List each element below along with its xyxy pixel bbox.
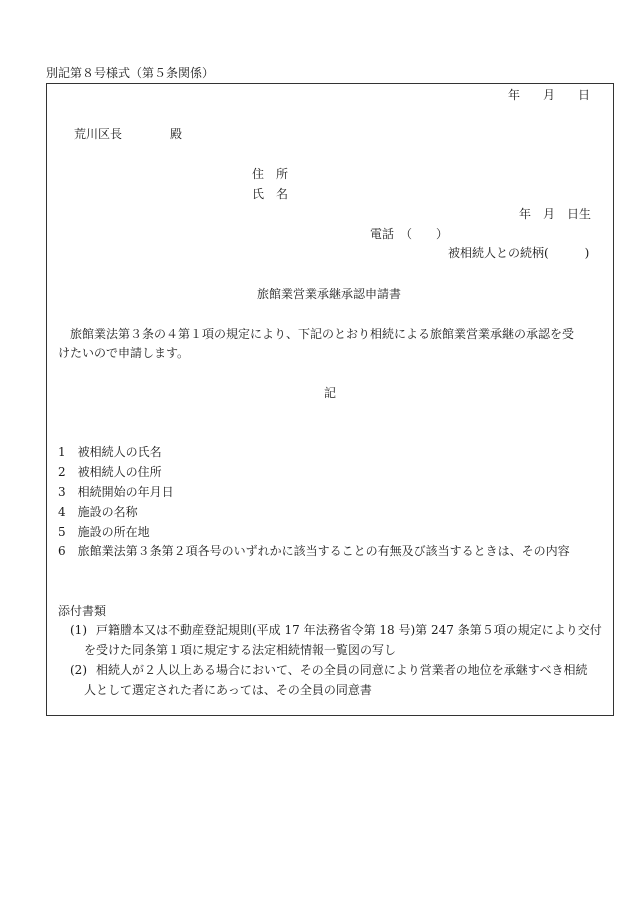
relation-label: 被相続人との続柄( ) [448,246,590,260]
attachments-heading: 添付書類 [58,604,107,618]
item-number: 3 [58,485,66,499]
item-text: 施設の所在地 [77,525,150,539]
date-day: 日 [578,88,591,102]
item-3 [58,484,174,500]
item-1 [58,444,162,460]
attachment-1-line-1: 戸籍謄本又は不動産登記規則(平成 17 年法務省令第 18 号)第 247 条第５項の規定により交付 [96,623,602,637]
item-number: 4 [58,505,66,519]
addressee-name: 荒川区長 [74,127,123,141]
item-text: 被相続人の住所 [77,465,162,479]
body-line-1: 旅館業法第３条の４第１項の規定により、下記のとおり相続による旅館業営業承継の承認を受 [70,327,575,341]
attachment-2-line-2: 人として選定された者にあっては、その全員の同意書 [84,683,372,697]
phone-label: 電話 （ ） [370,227,449,241]
birth-year: 年 [519,207,532,221]
item-number: 1 [58,445,66,459]
item-text: 被相続人の氏名 [77,445,162,459]
birth-day: 日生 [567,207,592,221]
attachment-1-line-2: を受けた同条第１項に規定する法定相続情報一覧図の写し [84,643,397,657]
attachment-1-number: (1) [70,623,87,637]
item-number: 5 [58,525,66,539]
document-title: 旅館業営業承継承認申請書 [257,287,402,301]
item-6 [58,543,570,559]
item-text: 施設の名称 [77,505,138,519]
form-label: 別記第８号様式（第５条関係） [46,66,215,80]
attachment-2-line-1: 相続人が２人以上ある場合において、その全員の同意により営業者の地位を承継すべき相続 [96,663,588,677]
name-label: 氏 名 [252,187,289,201]
body-line-2: けたいので申請します。 [58,346,190,360]
date-month: 月 [543,88,556,102]
attachment-2-number: (2) [70,663,87,677]
item-text: 旅館業法第３条第２項各号のいずれかに該当することの有無及び該当するときは、その内容 [77,544,570,558]
addressee-honorific: 殿 [170,127,183,141]
item-number: 6 [58,544,66,558]
item-number: 2 [58,465,66,479]
birth-month: 月 [543,207,556,221]
item-text: 相続開始の年月日 [77,485,174,499]
ki-heading: 記 [324,386,337,400]
item-4 [58,504,138,520]
date-year: 年 [508,88,521,102]
item-2 [58,464,162,480]
address-label: 住 所 [252,167,289,181]
item-5 [58,524,150,540]
